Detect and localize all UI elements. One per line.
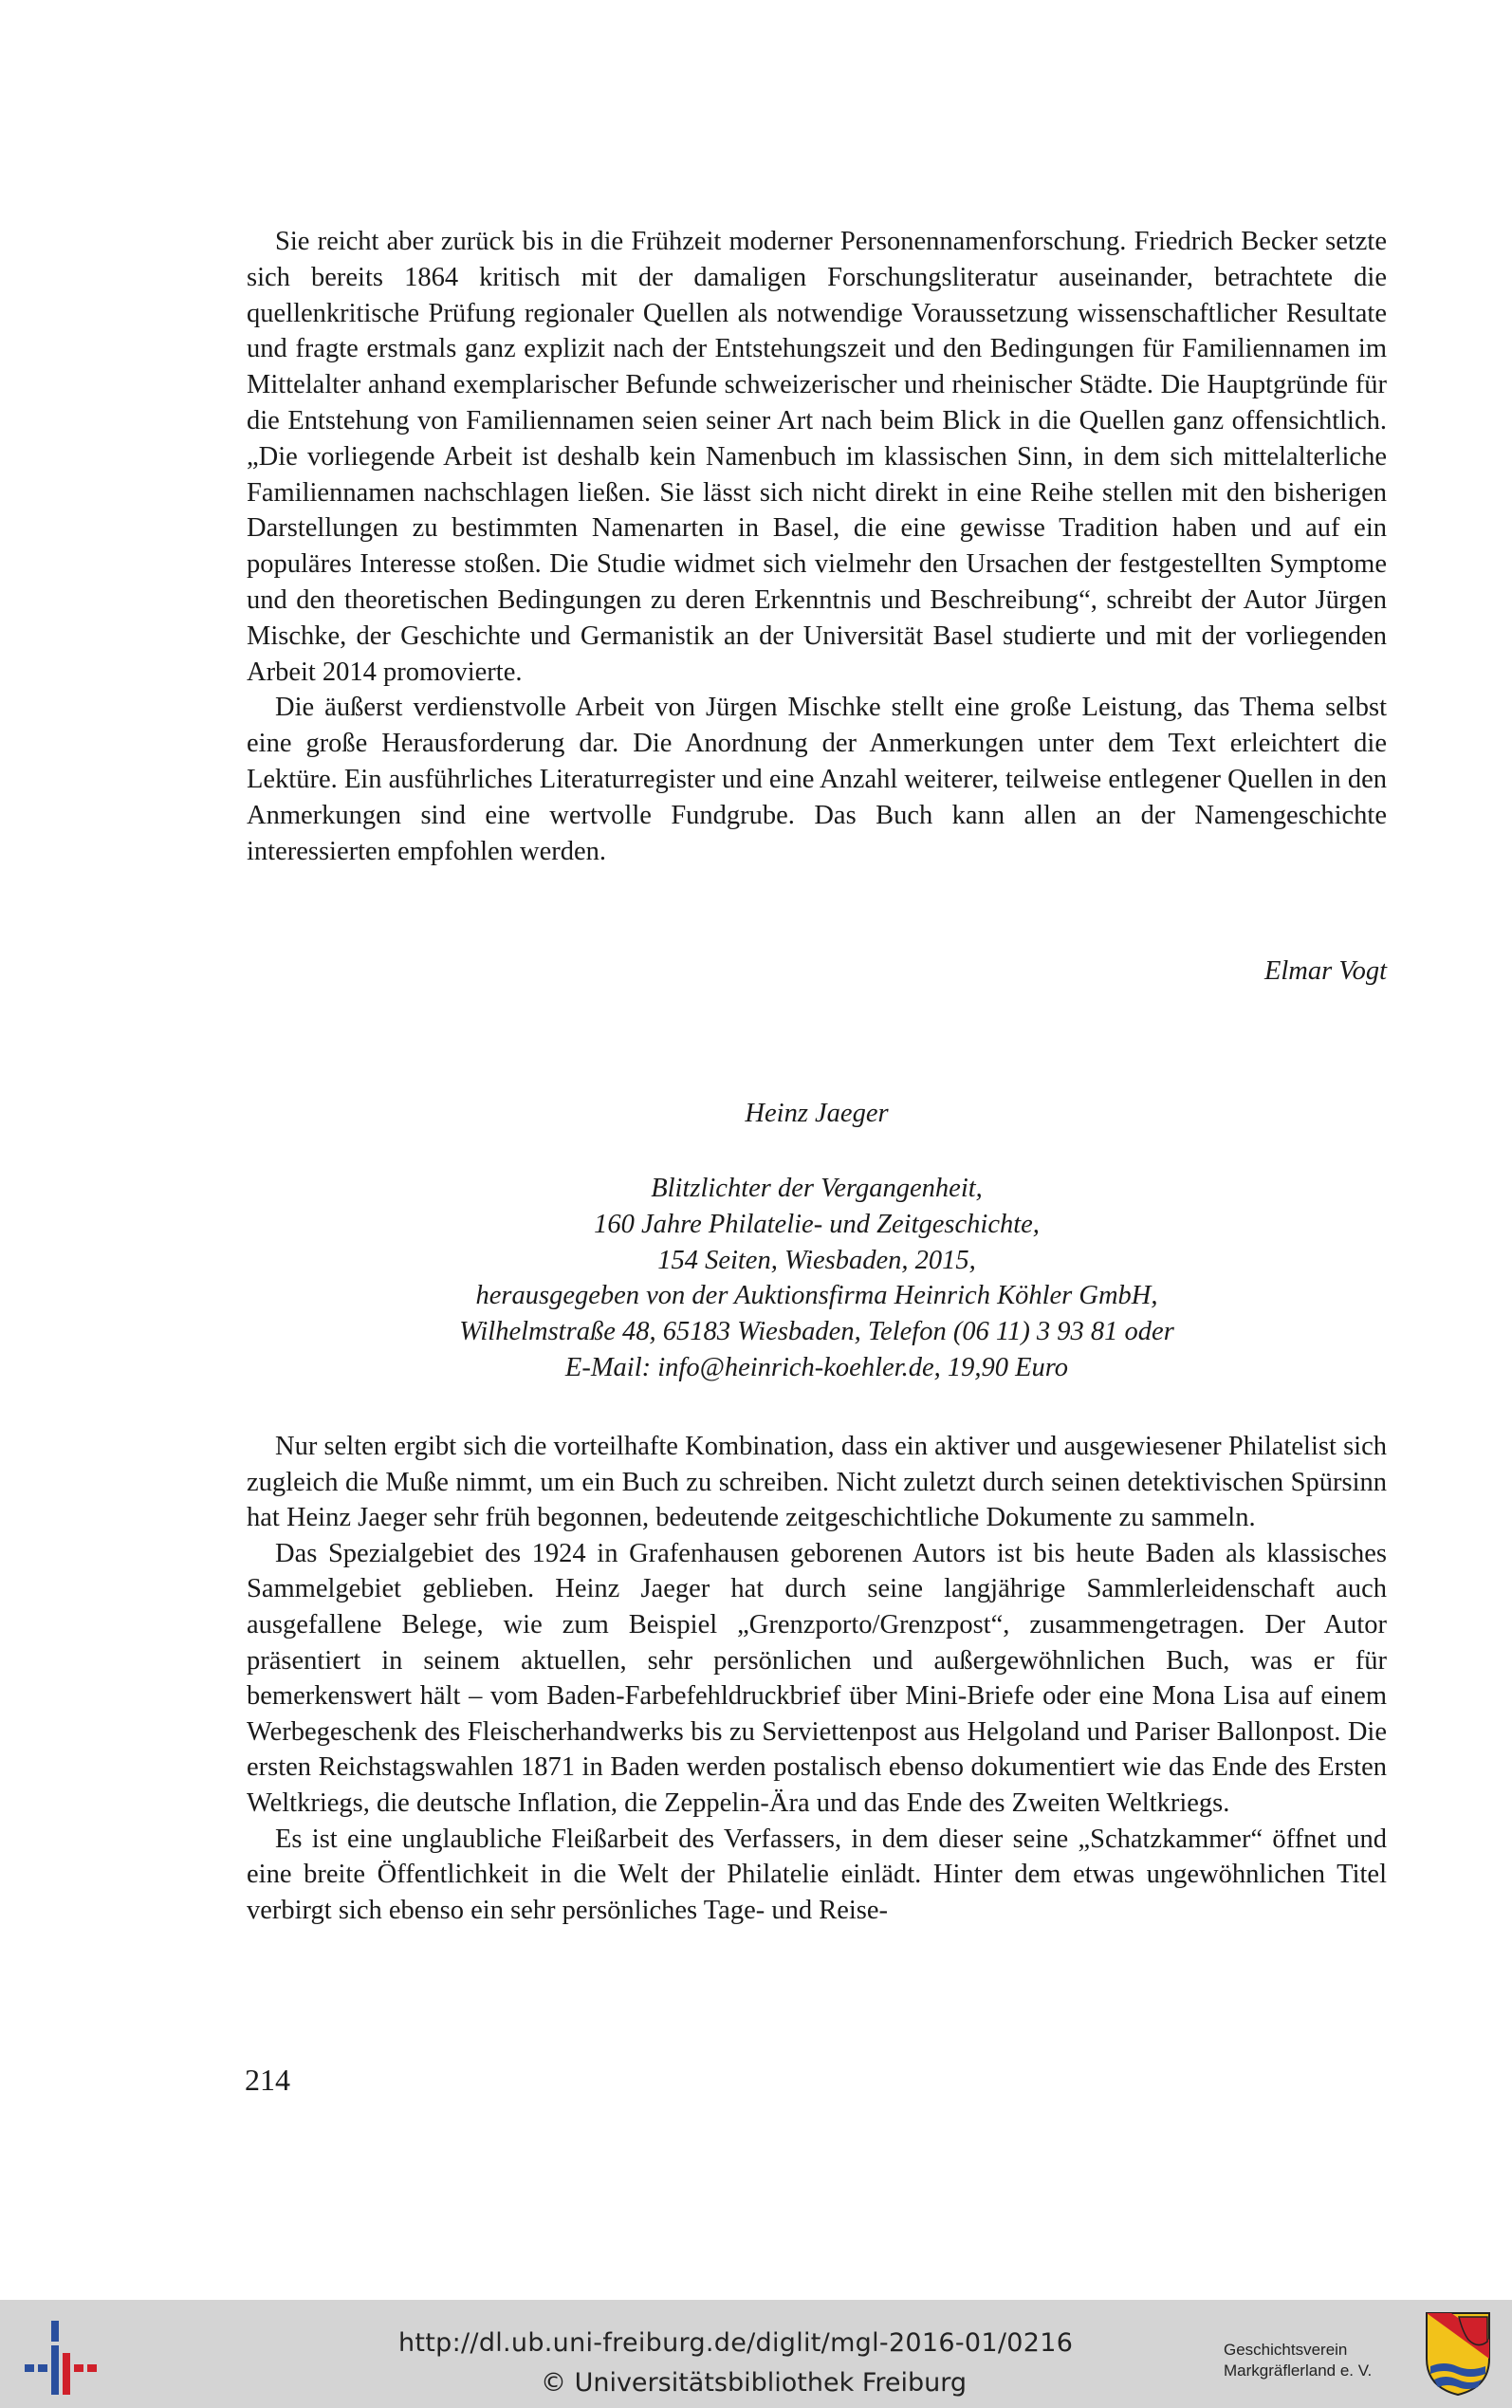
review1-text [247,224,1387,869]
review2-paragraph: Es ist eine unglaubliche Fleißarbeit des Verfassers, in dem dieser seine „Schatzkammer“ öffnet und eine breite Öffentlichkeit in die Welt der Philatelie einlädt. Hinter dem etwas ungewöhnlichen Titel verbirgt sich ebenso ein sehr persönliches Tage- und Reise- [247,1824,1387,1925]
society-line: Markgräflerland e. V. [1224,2362,1373,2380]
footer-url-link[interactable]: http://dl.ub.uni-freiburg.de/diglit/mgl-2016-01/0216 [398,2328,1074,2358]
review1-paragraph: Sie reicht aber zurück bis in die Frühzeit moderner Personennamenforschung. Friedrich Becker setzte sich bereits 1864 kritisch mit der damaligen Forschungsliteratur auseinander, betrachtete die quellenkritische Prüfung regionaler Quellen als notwendige Voraussetzung wissenschaftlicher Resultate und fragte erstmals ganz explizit nach der Entstehungszeit und den Bedingungen für Familiennamen im Mittelalter anhand exemplarischer Befunde schweizerischer und rheinischer Städte. Die Hauptgründe für die Entstehung von Familiennamen seien seiner Art nach beim Blick in die Quellen ganz offensichtlich. „Die vorliegende Arbeit ist deshalb kein Namenbuch im klassischen Sinn, in dem sich mittelalterliche Familiennamen nachschlagen ließen. Sie lässt sich nicht direkt in eine Reihe stellen mit den bisherigen Darstellungen zu bestimmten Namenarten in Basel, die eine gewisse Tradition haben und auf ein populäres Interesse stoßen. Die Studie widmet sich vielmehr den Ursachen der festgestellten Symptome und den theoretischen Bedingungen zu deren Erkenntnis und Beschreibung“, schreibt der Autor Jürgen Mischke, der Geschichte und Germanistik an der Universität Basel studierte und mit der vorliegenden Arbeit 2014 promovierte. [247,227,1387,687]
biblio-line: 160 Jahre Philatelie- und Zeitgeschichte, [594,1209,1040,1239]
ub-freiburg-logo-icon [23,2317,99,2399]
review2-text [247,1429,1387,1928]
reviewer-signature: Elmar Vogt [1263,956,1387,986]
review2-paragraph: Das Spezialgebiet des 1924 in Grafenhausen geborenen Autors ist bis heute Baden als klassisches Sammelgebiet geblieben. Heinz Jaeger hat durch seine langjährige Sammlerleidenschaft auch ausgefallene Belege, wie zum Beispiel „Grenzporto/Grenzpost“, zusammengetragen. Der Autor präsentiert in seinem aktuellen, sehr persönlichen und außergewöhnlichen Buch, was er für bemerkenswert hält – vom Baden-Farbefehldruckbrief über Mini-Briefe oder eine Mona Lisa auf einem Werbegeschenk des Fleischerhandwerks bis zu Serviettenpost aus Helgoland und Pariser Ballonpost. Die ersten Reichstagswahlen 1871 in Baden werden postalisch ebenso dokumentiert wie das Ende des Ersten Weltkriegs, die deutsche Inflation, die Zeppelin-Ära und das Ende des Zweiten Weltkriegs. [247,1538,1387,1818]
society-name [1224,2340,1413,2381]
review1-paragraph: Die äußerst verdienstvolle Arbeit von Jürgen Mischke stellt eine große Leistung, das Thema selbst eine große Herausforderung dar. Die Anordnung der Anmerkungen unter dem Text erleichtert die Lektüre. Ein ausführliches Literaturregister und eine Anzahl weiterer, teilweise entlegener Quellen in den Anmerkungen sind eine wertvolle Fundgrube. Das Buch kann allen an der Namengeschichte interessierten empfohlen werden. [247,693,1387,866]
book-author: Heinz Jaeger [745,1099,889,1128]
biblio-line: herausgegeben von der Auktionsfirma Heinrich Köhler GmbH, [475,1281,1158,1311]
page-number: 214 [245,2063,290,2097]
footer-copyright: © Universitätsbibliothek Freiburg [541,2368,968,2398]
review2-paragraph: Nur selten ergibt sich die vorteilhafte Kombination, dass ein aktiver und ausgewiesener Philatelist sich zugleich die Muße nimmt, um ein Buch zu schreiben. Nicht zuletzt durch seinen detektivischen Spürsinn hat Heinz Jaeger sehr früh begonnen, bedeutende zeitgeschichtliche Dokumente zu sammeln. [247,1432,1387,1533]
biblio-line: Wilhelmstraße 48, 65183 Wiesbaden, Telefon (06 11) 3 93 81 oder [459,1317,1174,1347]
footer-bar [0,2300,1512,2408]
bibliographic-entry [247,1171,1387,1386]
coat-of-arms-icon [1425,2311,1491,2397]
biblio-line: Blitzlichter der Vergangenheit, [651,1174,983,1203]
society-line: Geschichtsverein [1224,2341,1348,2359]
biblio-line: 154 Seiten, Wiesbaden, 2015, [657,1245,976,1275]
biblio-line: E-Mail: info@heinrich-koehler.de, 19,90 Euro [564,1352,1069,1382]
